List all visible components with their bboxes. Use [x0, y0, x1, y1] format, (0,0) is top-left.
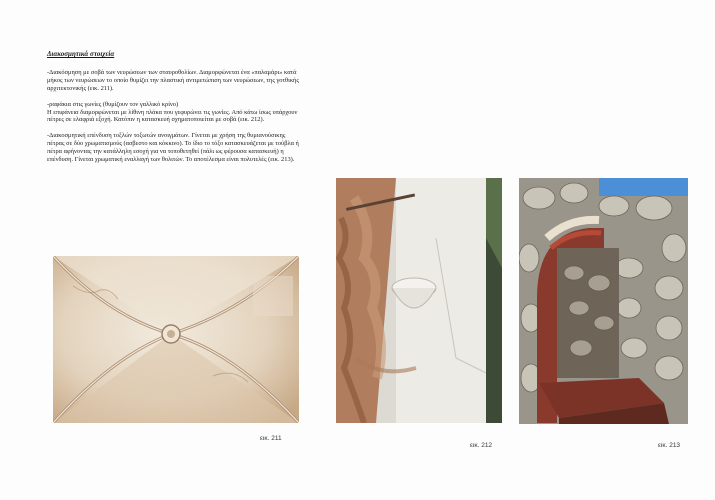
figure-211-caption: εικ. 211 — [260, 435, 282, 442]
paragraph-1 — [47, 69, 300, 93]
figure-213-caption: εικ. 213 — [658, 442, 681, 449]
paragraph-2-lead: -ραφάκια στις γωνίες (θυμίζουν τον γαλλικό κρίνο) — [47, 100, 179, 108]
section-heading: Διακοσμητικά στοιχεία — [47, 50, 115, 58]
paragraph-3 — [47, 132, 300, 164]
paragraph-2-body: Η επιφάνεια διαμορφώνεται με λίθινη πλάκα που γεφυρώνει τις γωνίες. Από κάτω ίσως υπάρχουν πέτρες σε ελαφριά εξοχή. Κατόπιν η κατασκευή σχηματοποιείται με σοβά (εικ. 212). — [47, 108, 298, 124]
paragraph-2 — [47, 101, 300, 125]
text-column — [47, 51, 300, 172]
figure-212-photo — [336, 178, 502, 423]
figure-213-photo — [519, 178, 688, 424]
paragraph-1-text: -Διακόσμηση με σοβά των νευρώσεων των σταυροθολίων. Διαμορφώνεται ένα «παλαμάρι» κατά μήκος των νευρώσεων το οποίο θυμίζει την πλαστική αντιμετώπιση των νευρώσεων, της γοτθικής αρχιτεκτονικής (εικ. 211). — [47, 68, 299, 92]
paragraph-3-text: -Διακοσμητική επένδυση τοξλών τοξωτών ανοιγμάτων. Γίνεται με χρήση της θυμιανούσικης πέτρας σε δύο χρωματισμούς (ασβεστο και κόκκινο). Το ίδιο το τόξο κατασκευάζεται με τούβλα ή πέτρα αφήνοντας την κατάλληλη εσοχή για να τοποθετηθεί (πάλι ως φέρουσα κατασκευή) η επένδυση. Γίνεται χρωματική εναλλαγή των θολιτών. Το αποτέλεσμα είναι πολυτελές (εικ. 213). — [47, 132, 299, 164]
figure-211-photo — [53, 256, 299, 423]
figure-212-caption: εικ. 212 — [470, 442, 493, 449]
